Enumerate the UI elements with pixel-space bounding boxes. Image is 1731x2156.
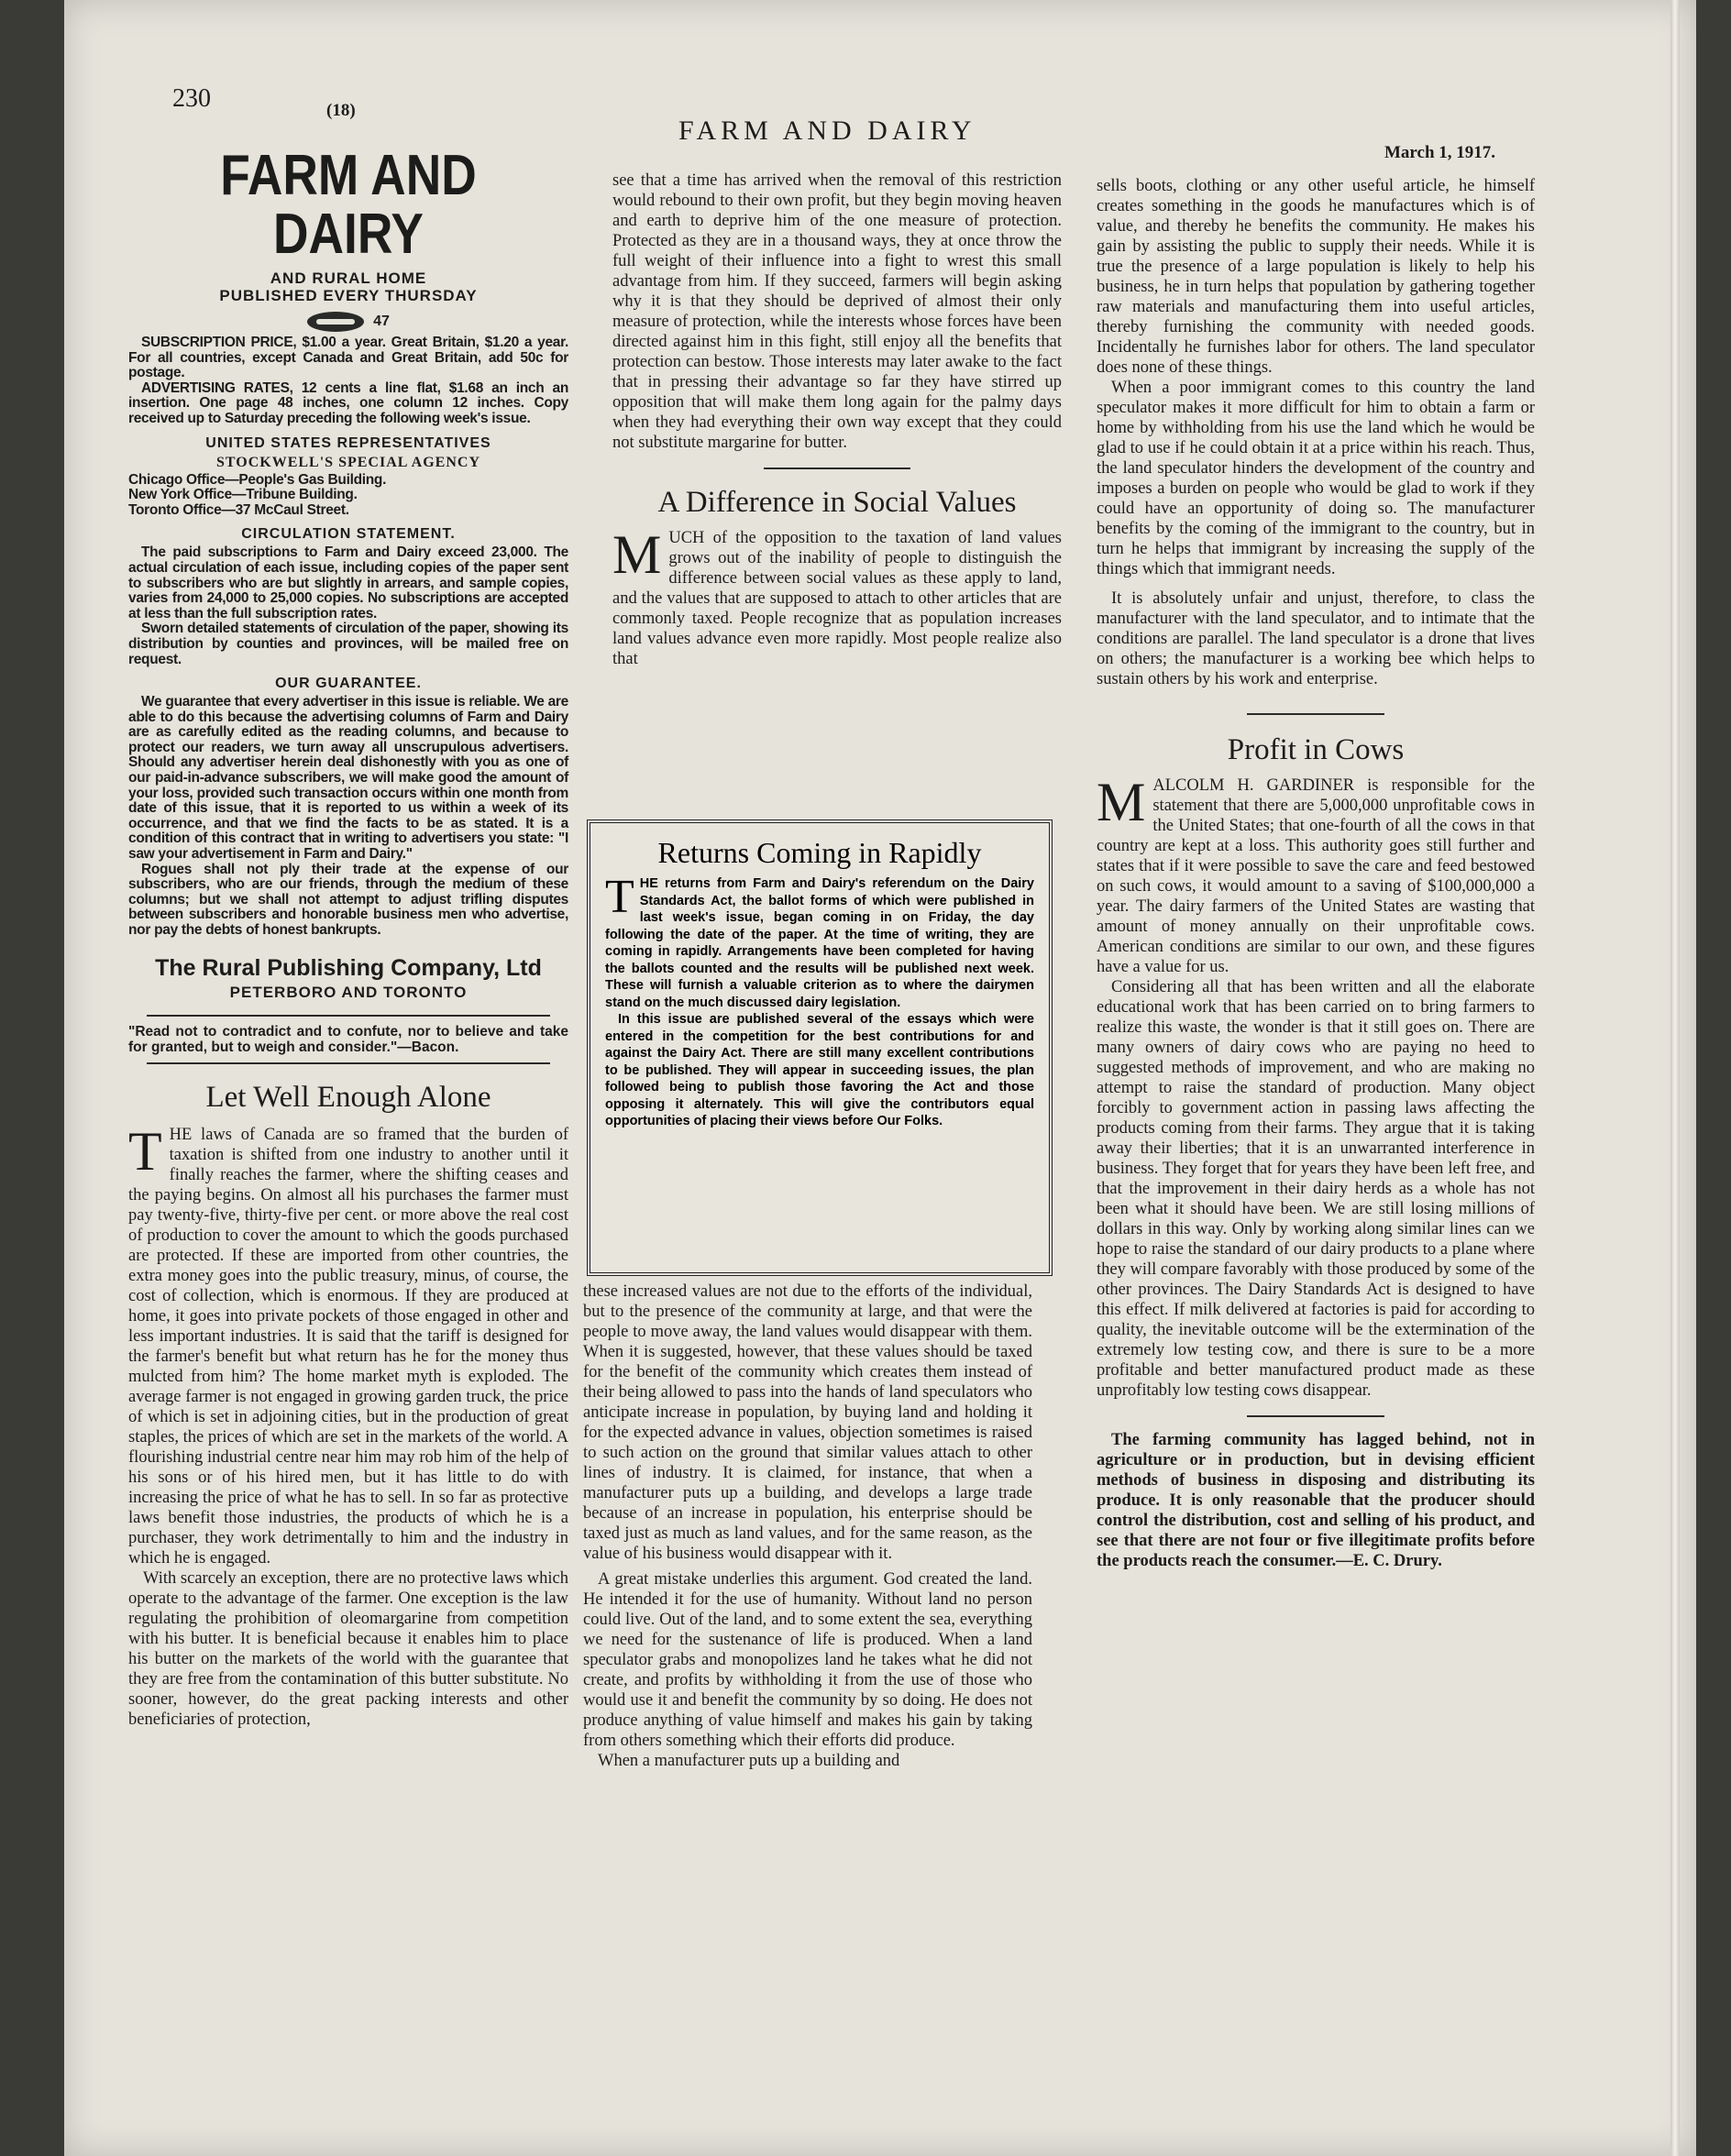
- masthead-subtitle: AND RURAL HOME: [270, 270, 427, 287]
- dropcap: T: [605, 871, 634, 923]
- paragraph: When a poor immigrant comes to this country the land speculator makes it more difficult for him to obtain a farm or home by withholding from his use the land which he would be glad to use if he could obtain it at a price within his reach. Thus, the land speculator hinders the development of the country and imposes a burden on people who would be glad to work if they could have an opportunity of doing so. The manufacturer benefits by the coming of the immigrant to the country, but in turn he helps that immigrant by increasing the supply of the things which that immigrant needs.: [1097, 379, 1535, 578]
- office-toronto: Toronto Office—37 McCaul Street.: [128, 501, 349, 518]
- paragraph: When a manufacturer puts up a building and: [598, 1752, 900, 1770]
- article-title-well-enough: Let Well Enough Alone: [205, 1080, 491, 1114]
- publisher-name: The Rural Publishing Company, Ltd: [155, 954, 542, 981]
- article-body-profit-cows: [1097, 772, 1535, 977]
- right-column: [1097, 176, 1535, 1571]
- divider: [147, 1015, 550, 1017]
- article-title-returns: Returns Coming in Rapidly: [657, 836, 982, 869]
- masthead-title: FARM AND DAIRY: [220, 144, 477, 266]
- divider: [1247, 713, 1384, 715]
- returns-body: [605, 871, 1034, 1011]
- guarantee-text: We guarantee that every advertiser in this issue is reliable. We are able to do this because the advertising columns of Farm and Dairy are as carefully edited as the reading columns, and because to protect our readers, we turn away all unscrupulous advertisers. Should any advertiser herein deal dishonestly with you as one of our paid-in-advance subscribers, we will make good the amount of your loss, provided such transaction occurs within one month from date of this issue, that it is reported to us within a week of its occurrence, and that we find the facts to be as stated. It is a condition of this contract that in writing to advertisers you state: "I saw your advertisement in Farm and Dairy.": [128, 694, 568, 863]
- section-number: (18): [326, 101, 356, 120]
- paragraph: With scarcely an exception, there are no protective laws which operate to the advantage of the farmer. One exception is the law regulating the prohibition of oleomargarine from competition with his butter. It is beneficial because it enables him to place his butter on the markets of the world with the guarantee that they are free from the contamination of this butter substitute. No sooner, however, do the great packing interests and other beneficiaries of protection,: [128, 1568, 568, 1729]
- article-title-profit-cows: Profit in Cows: [1227, 733, 1405, 766]
- issue-date: March 1, 1917.: [1384, 143, 1496, 162]
- guarantee-heading: OUR GUARANTEE.: [275, 676, 422, 692]
- masthead-publishing: PUBLISHED EVERY THURSDAY: [219, 287, 478, 304]
- paragraph: see that a time has arrived when the removal of this restriction would rebound to their own profit, but they begin moving heaven and earth to deprive him of the one measure of protection. Protected as they are in a thousand ways, they at once throw the full weight of their influence into a fight to wrest this small advantage from him. If they succeed, farmers will begin asking why it is that they should be deprived of almost their only measure of protection, while the interests whose forces have been directed against him in this fight, still enjoy all the benefits that protection can bestow. Those interests may later awake to the fact that in pressing their advantage so far they have stirred up opposition that will make them long again for the palmy days when they had everything their own way except that they could not substitute margarine for butter.: [612, 171, 1062, 452]
- publisher-location: PETERBORO AND TORONTO: [229, 983, 468, 1001]
- page-number: 230: [172, 84, 211, 113]
- rogues-text: Rogues shall not ply their trade at the expense of our subscribers, who are our friends, through the medium of these columns; but we shall not attempt to adjust trifling disputes between subscribers and honorable business men who advertise, nor pay the debts of honest bankrupts.: [128, 861, 568, 938]
- bacon-quote: "Read not to contradict and to confute, nor to believe and take for granted, but to weigh and consider."—Bacon.: [128, 1023, 568, 1055]
- divider: [1247, 1415, 1384, 1417]
- middle-column-lower: [583, 1282, 1032, 1771]
- dropcap: M: [612, 524, 662, 585]
- article-body-social-values: [612, 524, 1062, 669]
- masthead-column: [128, 144, 568, 1730]
- paragraph: HE returns from Farm and Dairy's referendum on the Dairy Standards Act, the ballot forms of which were published in last week's issue, began coming in on Friday, the day following the date of the paper. At the time of writing, they are coming in rapidly. Arrangements have been completed for having the ballots counted and the results will be published next week. These will furnish a valuable criterion as to where the dairymen stand on the much discussed dairy legislation.: [605, 876, 1034, 1010]
- emblem-number: 47: [373, 313, 390, 329]
- office-chicago: Chicago Office—People's Gas Building.: [128, 471, 387, 488]
- us-representatives-heading: UNITED STATES REPRESENTATIVES: [205, 434, 491, 451]
- article-title-social-values: A Difference in Social Values: [657, 486, 1017, 519]
- agency-name: STOCKWELL'S SPECIAL AGENCY: [215, 454, 480, 470]
- paragraph: It is absolutely unfair and unjust, therefore, to class the manufacturer with the land speculator, and to intimate that the conditions are parallel. The land speculator is a drone that lives on others; the manufacturer is a working bee which helps to sustain others by his work and enterprise.: [1097, 589, 1535, 688]
- advertising-rates: ADVERTISING RATES, 12 cents a line flat, $1.68 an inch an insertion. One page 48 inches, one column 12 inches. Copy received up to Saturday preceding the following week's issue.: [128, 380, 568, 426]
- paragraph: these increased values are not due to the efforts of the individual, but to the presence of the community at large, and that were the people to move away, the land values would disappear with them. When it is suggested, however, that these values should be taxed for the benefit of the community which creates them instead of their being allowed to pass into the hands of land speculators who anticipate increase in population, by buying land and holding it for the expected advance in values, objection sometimes is raised to such action on the ground that similar values attach to other lines of industry. It is claimed, for instance, that when a manufacturer puts up a building, and develops a large trade because of an increase in population, his enterprise should be taxed just as much as land values, and for the same reason, as the value of his business would disappear with it.: [583, 1282, 1032, 1563]
- article-body-well-enough: [128, 1120, 568, 1568]
- circulation-statement: The paid subscriptions to Farm and Dairy exceed 23,000. The actual circulation of each issue, including copies of the paper sent to subscribers who are but slightly in arrears, and sample copies, varies from 24,000 to 25,000 copies. No subscriptions are accepted at less than the full subscription rates.: [128, 544, 568, 622]
- paragraph: In this issue are published several of the essays which were entered in the competition for the best contributions for and against the Dairy Act. There are still many excellent contributions to be published. They will appear in succeeding issues, the plan followed being to publish those favoring the Act and those opposing it alternately. This will give the contributors equal opportunities of placing their views before Our Folks.: [605, 1012, 1034, 1128]
- paragraph: sells boots, clothing or any other useful article, he himself creates something in the goods he manufactures which is of value, and thereby he benefits the community. He makes his gain by assisting the public to supply their needs. While it is true the presence of a large population is likely to help his business, he in turn helps that population by gathering together raw materials and manufacturing them into useful articles, thereby furnishing the community with needed goods. Incidentally he furnishes labor for others. The land speculator does none of these things.: [1097, 177, 1535, 377]
- dropcap: M: [1097, 772, 1146, 832]
- emblem-icon: [307, 312, 364, 332]
- paragraph: UCH of the opposition to the taxation of land values grows out of the inability of people to distinguish the difference between social values as these apply to land, and the values that are supposed to attach to other articles that are commonly taxed. People recognize that as population increases land values advance even more rapidly. Most people realize also that: [612, 529, 1062, 668]
- dropcap: T: [128, 1120, 162, 1182]
- circulation-heading: CIRCULATION STATEMENT.: [241, 526, 456, 543]
- running-title: FARM AND DAIRY: [678, 116, 976, 146]
- page-edge: [1670, 0, 1680, 2156]
- drury-quote: The farming community has lagged behind, not in agriculture or in production, but in devising efficient methods of business in disposing and distributing its produce. It is only reasonable that the producer should control the distribution, cost and selling of his product, and see that there are not four or five illegitimate profits before the products reach the consumer.—E. C. Drury.: [1097, 1431, 1535, 1570]
- office-new-york: New York Office—Tribune Building.: [128, 487, 358, 503]
- returns-box: [587, 820, 1053, 1276]
- paragraph: HE laws of Canada are so framed that the burden of taxation is shifted from one industry to another until it finally reaches the farmer, where the shifting ceases and the paying begins. On almost all his purchases the farmer must pay twenty-five, thirty-five per cent. or more above the real cost of production to cover the amount to which the goods purchased are protected. If these are imported from other countries, the extra money goes into the public treasury, minus, of course, the cost of collection, which is enormous. If they are produced at home, it goes into private pockets of those engaged in other and less important industries. It is said that the tariff is designed for the farmer's benefit but what return has he for the money thus mulcted from him? The home market myth is exploded. The average farmer is not engaged in growing garden truck, the price of which is set in adjoining cities, but in the production of great staples, the prices of which are set in the markets of the world. A flourishing industrial centre near him may rob him of the help of his sons or of his hired men, but it has little to do with increasing the price of what he has to sell. In so far as protective laws benefit those industries, the products of which he is a purchaser, they work detrimentally to him and the industry in which he is engaged.: [128, 1125, 568, 1568]
- divider: [147, 1062, 550, 1064]
- middle-column: [612, 170, 1062, 669]
- sworn-statement: Sworn detailed statements of circulation of the paper, showing its distribution by counties and provinces, will be mailed free on request.: [128, 621, 568, 667]
- paragraph: A great mistake underlies this argument. God created the land. He intended it for the use of humanity. Without land no person could live. Out of the land, and to some extent the sea, everything we need for the sustenance of life is produced. When a land speculator grabs and monopolizes land he takes what he did not create, and profits by withholding it from the use of those who would use it and benefit the community by so doing. He does not produce anything of value himself and makes his gain by taking from others something which their efforts did produce.: [583, 1570, 1032, 1750]
- paragraph: Considering all that has been written and all the elaborate educational work that has been carried on to bring farmers to realize this waste, the wonder is that it still goes on. There are many owners of dairy cows who are paying no heed to suggested methods of improvement, and who are making no attempt to raise the standard of production. Many object forcibly to government action in passing laws affecting the products coming from their farms. They argue that it is taking away their liberties; that it is an unwarranted interference in business. They forget that for years they have been left free, and that the improvement in their dairy herds as a whole has not been what it should have been. We are still losing millions of dollars in this way. Only by working along similar lines can we hope to raise the standard of our dairy products to a plane where they will compare favorably with those produced by some of the other provinces. The Dairy Standards Act is designed to have this effect. If milk delivered at factories is paid for according to quality, the inevitable outcome will be the extermination of the extremely low testing cow, and there is sure to be a more profitable and better manufactured product made as these unprofitably low testing cows disappear.: [1097, 978, 1535, 1400]
- subscription-price: SUBSCRIPTION PRICE, $1.00 a year. Great Britain, $1.20 a year. For all countries, except Canada and Great Britain, add 50c for postage.: [128, 335, 568, 381]
- paragraph: ALCOLM H. GARDINER is responsible for the statement that there are 5,000,000 unprofitable cows in the United States; that one-fourth of all the cows in that country are kept at a loss. This authority goes still further and states that if it were possible to save the care and feed bestowed on such cows, it would amount to a saving of $100,000,000 a year. The dairy farmers of the United States are wasting that amount of money annually on their unprofitable cows. American conditions are similar to our own, and these figures have a value for us.: [1097, 776, 1535, 976]
- divider: [764, 468, 910, 469]
